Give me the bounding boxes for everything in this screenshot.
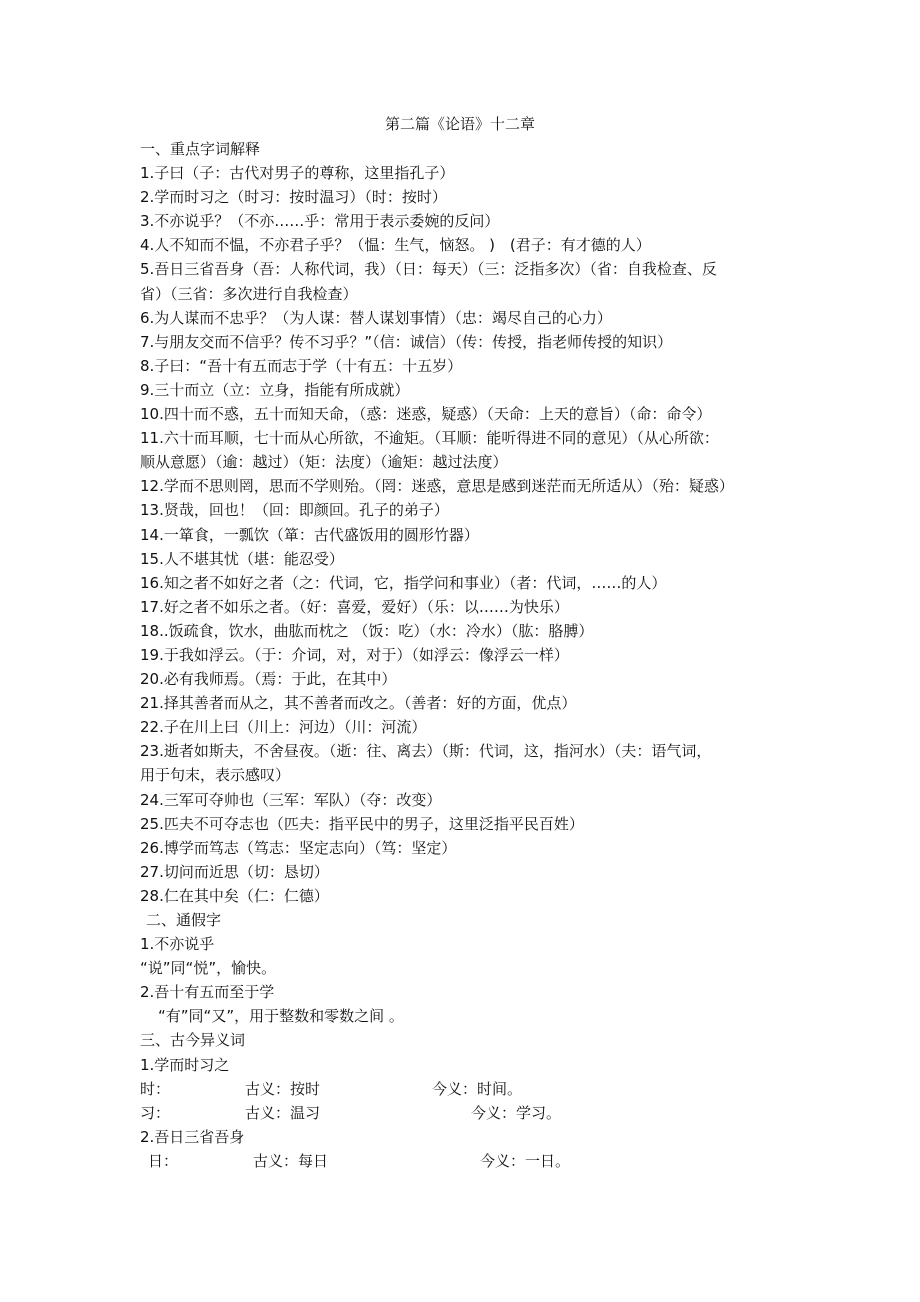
meaning-row-shi — [140, 1077, 790, 1101]
list-item-note: “有”同“又”，用于整数和零数之间 。 — [158, 1007, 404, 1026]
list-item: 22.子在川上曰（川上：河边）（川：河流） — [140, 718, 427, 737]
list-item: 19.于我如浮云。（于：介词，对，对于）（如浮云：像浮云一样） — [140, 645, 569, 664]
word-label: 日： — [148, 1151, 179, 1170]
list-item: 用于句末，表示感叹） — [140, 766, 291, 785]
section-heading-ancient-modern-meanings: 三、古今异义词 — [140, 1031, 246, 1050]
list-item: 16.知之者不如好之者（之：代词，它，指学问和事业）（者：代词，……的人） — [140, 573, 667, 592]
document-body — [140, 137, 790, 1173]
list-item: 8.子曰：“吾十有五而志于学（十有五：十五岁） — [140, 356, 463, 375]
list-item: 27.切问而近思（切：恳切） — [140, 862, 329, 881]
ancient-meaning: 古义：每日 — [253, 1151, 329, 1170]
list-item: 5.吾日三省吾身（吾：人称代词，我）（日：每天）（三：泛指多次）（省：自我检查、反 — [140, 260, 717, 279]
list-item: 2.吾十有五而至于学 — [140, 983, 275, 1002]
list-item: 18..饭疏食，饮水，曲肱而枕之 （饭：吃）（水：冷水）（肱：胳膊） — [140, 621, 594, 640]
list-item: 20.必有我师焉。（焉：于此，在其中） — [140, 670, 397, 689]
meaning-row-ri — [140, 1149, 790, 1173]
list-item: 23.逝者如斯夫，不舍昼夜。（逝：往、离去）（斯：代词，这，指河水）（夫：语气词， — [140, 742, 712, 761]
list-item: 省）（三省：多次进行自我检查） — [140, 284, 358, 303]
list-item: 11.六十而耳顺，七十而从心所欲，不逾矩。（耳顺：能听得进不同的意见）（从心所欲： — [140, 429, 719, 448]
ancient-meaning: 古义：温习 — [245, 1103, 321, 1122]
list-item: 14.一箪食，一瓢饮（箪：古代盛饭用的圆形竹器） — [140, 525, 479, 544]
ancient-meaning: 古义：按时 — [245, 1079, 321, 1098]
list-item: 24.三军可夺帅也（三军：军队）（夺：改变） — [140, 790, 442, 809]
list-item-note: “说”同“悦”，愉快。 — [140, 959, 277, 978]
list-item: 顺从意愿）（逾：越过）（矩：法度）（逾矩：越过法度） — [140, 453, 508, 472]
list-item: 2.吾日三省吾身 — [140, 1127, 245, 1146]
modern-meaning: 今义：一日。 — [480, 1151, 571, 1170]
list-item: 3.不亦说乎？（不亦……乎：常用于表示委婉的反问） — [140, 212, 500, 231]
list-item: 13.贤哉，回也！（回：即颜回。孔子的弟子） — [140, 501, 449, 520]
list-item: 6.为人谋而不忠乎？（为人谋：替人谋划事情）（忠：竭尽自己的心力） — [140, 308, 612, 327]
list-item: 10.四十而不惑，五十而知天命，（惑：迷惑，疑惑）（天命：上天的意旨）（命：命令） — [140, 405, 712, 424]
word-label: 习： — [140, 1103, 171, 1122]
key-words-list — [140, 161, 790, 908]
section-heading-loan-characters: 二、通假字 — [146, 911, 222, 929]
list-item: 9.三十而立（立：立身，指能有所成就） — [140, 380, 410, 399]
list-item: 4.人不知而不愠，不亦君子乎？（愠：生气，恼怒。 ) (君子：有才德的人） — [140, 236, 651, 255]
list-item: 7.与朋友交而不信乎？传不习乎？”（信：诚信）（传：传授，指老师传授的知识） — [140, 332, 673, 351]
list-item: 21.择其善者而从之，其不善者而改之。（善者：好的方面，优点） — [140, 694, 577, 713]
list-item: 25.匹夫不可夺志也（匹夫：指平民中的男子，这里泛指平民百姓） — [140, 814, 584, 833]
page-title: 第二篇《论语》十二章 — [384, 115, 535, 133]
list-item: 2.学而时习之（时习：按时温习）（时：按时） — [140, 188, 447, 207]
list-item: 26.博学而笃志（笃志：坚定志向）（笃：坚定） — [140, 838, 457, 857]
list-item: 1.学而时习之 — [140, 1055, 230, 1074]
word-label: 时： — [140, 1079, 171, 1098]
list-item: 12.学而不思则罔，思而不学则殆。（罔：迷惑，意思是感到迷茫而无所适从）（殆：疑惑） — [140, 477, 734, 496]
list-item: 1.不亦说乎 — [140, 935, 215, 954]
meaning-row-xi — [140, 1101, 790, 1125]
modern-meaning: 今义：时间。 — [432, 1079, 523, 1098]
modern-meaning: 今义：学习。 — [471, 1103, 562, 1122]
list-item: 17.好之者不如乐之者。（好：喜爱，爱好）（乐：以……为快乐） — [140, 597, 569, 616]
list-item: 15.人不堪其忧（堪：能忍受） — [140, 549, 344, 568]
section-heading-key-words: 一、重点字词解释 — [140, 140, 261, 158]
list-item: 28.仁在其中矣（仁：仁德） — [140, 886, 329, 905]
list-item: 1.子曰（子：古代对男子的尊称，这里指孔子） — [140, 164, 455, 183]
